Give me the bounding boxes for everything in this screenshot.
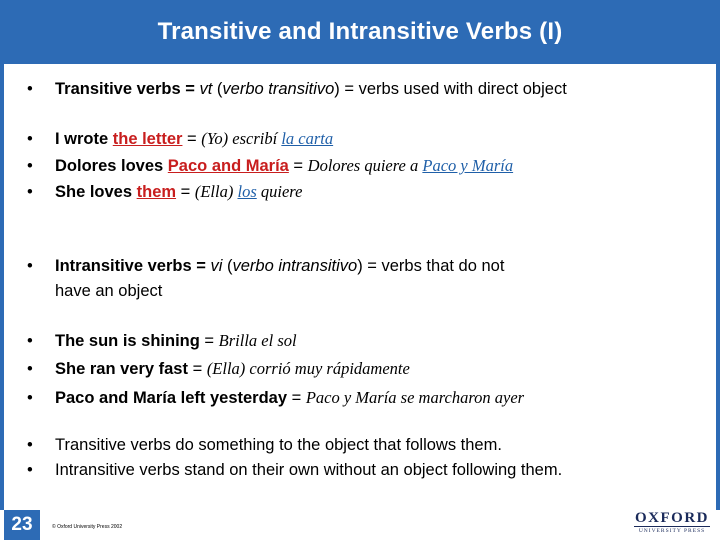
english-text: I wrote <box>55 130 113 148</box>
summary-text: Transitive verbs do something to the object that follows them. <box>55 436 502 454</box>
direct-object: them <box>136 183 177 201</box>
spanish-object: los <box>237 182 257 201</box>
spanish-object: Paco y María <box>422 156 514 175</box>
slide-title: Transitive and Intransitive Verbs (I) <box>157 18 563 45</box>
bullet-example-dolores <box>27 155 513 177</box>
english-text: Dolores loves <box>55 157 168 175</box>
logo-subline: UNIVERSITY PRESS <box>634 526 710 535</box>
bullet-example-sun <box>27 330 297 352</box>
equals-sign: = <box>199 332 219 350</box>
bullet-example-letter <box>27 128 333 150</box>
oxford-logo <box>634 510 710 538</box>
term-verbo-transitivo: verbo transitivo <box>222 80 335 98</box>
bullet-transitive-definition <box>27 78 567 100</box>
bullet-marker: • <box>27 389 33 407</box>
copyright-notice: © Oxford University Press 2002 <box>52 524 123 530</box>
paren-open: ( <box>212 80 223 98</box>
english-text: Paco and María left yesterday <box>55 389 288 407</box>
bullet-marker: • <box>27 332 33 350</box>
equals-sign: = <box>288 157 308 175</box>
bullet-marker: • <box>27 461 33 479</box>
spanish-text: Brilla el sol <box>218 331 297 350</box>
definition-continuation: have an object <box>55 282 163 300</box>
summary-text: Intransitive verbs stand on their own without an object following them. <box>55 461 563 479</box>
bullet-marker: • <box>27 183 33 201</box>
direct-object: the letter <box>112 130 183 148</box>
bullet-lead: Transitive verbs = <box>55 80 200 98</box>
definition-text: ) = verbs used with direct object <box>334 80 567 98</box>
equals-sign: = <box>176 183 195 201</box>
equals-sign: = <box>287 389 306 407</box>
spanish-text: (Yo) escribí <box>201 129 282 148</box>
direct-object: Paco and María <box>167 157 289 175</box>
spanish-object: la carta <box>281 129 334 148</box>
title-bar <box>0 0 720 64</box>
bullet-marker: • <box>27 130 33 148</box>
english-text: She ran very fast <box>55 360 193 378</box>
definition-text: ) = verbs that do not <box>357 257 505 275</box>
bullet-marker: • <box>27 436 33 454</box>
bullet-intransitive-definition <box>27 255 504 277</box>
bullet-summary-transitive <box>27 434 502 456</box>
spanish-text: (Ella) corrió muy rápidamente <box>206 359 410 378</box>
bullet-example-them <box>27 181 302 203</box>
page-number: 23 <box>4 510 40 540</box>
bullet-marker: • <box>27 360 33 378</box>
bullet-summary-intransitive <box>27 459 562 481</box>
bullet-example-ran <box>27 358 410 380</box>
spanish-text: Dolores quiere a <box>307 156 423 175</box>
spanish-text-end: quiere <box>256 182 303 201</box>
spanish-text: Paco y María se marcharon ayer <box>305 388 525 407</box>
spanish-text: (Ella) <box>194 182 238 201</box>
bullet-example-left <box>27 387 524 409</box>
bullet-lead: Intransitive verbs = <box>55 257 211 275</box>
abbr-vt: vt <box>199 80 213 98</box>
abbr-vi: vi <box>210 257 223 275</box>
english-text: She loves <box>55 183 137 201</box>
bullet-marker: • <box>27 257 33 275</box>
equals-sign: = <box>182 130 202 148</box>
equals-sign: = <box>192 360 207 378</box>
english-text: The sun is shining <box>55 332 200 350</box>
bullet-marker: • <box>27 157 33 175</box>
bullet-marker: • <box>27 80 33 98</box>
paren-open: ( <box>222 257 233 275</box>
term-verbo-intransitivo: verbo intransitivo <box>232 257 358 275</box>
logo-wordmark: OXFORD <box>635 510 709 526</box>
